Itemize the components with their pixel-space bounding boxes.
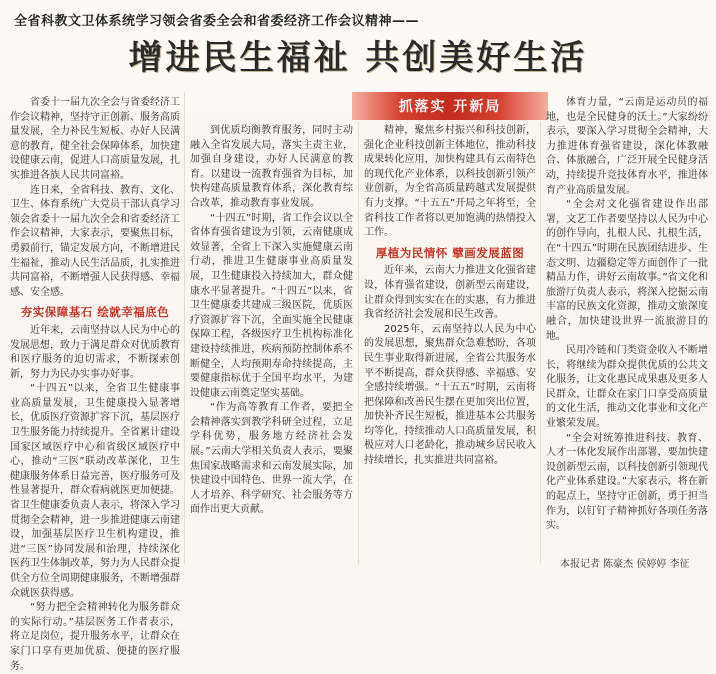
page-title: 增进民生福祉 共创美好生活 bbox=[128, 38, 588, 78]
column-2 bbox=[190, 124, 353, 570]
column-divider bbox=[540, 122, 541, 564]
paragraph: 2025年，云南坚持以人民为中心的发展思想，聚焦群众急难愁盼，各项民生事业取得新进展，全省公共服务水平不断提高，群众获得感、幸福感、安全感持续增强。“十五五”时期，云南将把保障和改善民生摆在更加突出位置，加快补齐民生短板，推进基本公共服务均等化，持续推动人口高质量发展，积极应对人口老龄化，推动城乡居民收入持续增长，扎实推进共同富裕。 bbox=[364, 323, 536, 467]
section-banner bbox=[352, 92, 548, 120]
column-1 bbox=[10, 96, 180, 672]
column-4 bbox=[546, 96, 708, 552]
paragraph: 近年来，云南大力推进文化强省建设，体育强省建设，创新型云南建设，让群众得到实实在在的实惠，有力推进我省经济社会发展和民生改善。 bbox=[364, 265, 536, 321]
paragraph: “十四五”时期，省工作会议以全省体育强省建设为引领，云南健康成效显著，全省上下深入实施健康云南行动，推进卫生健康事业高质量发展，卫生健康投入持续加大，群众健康水平显著提升。“十四五”以来，省卫生健康委共建成三级医院，优质医疗资源扩容下沉，全面实施全民健康保障工程，各级医疗卫生机构标准化建设持续推进，疾病预防控制体系不断健全，人均预期寿命持续提高，主要健康指标优于全国平均水平，为建设健康云南奠定坚实基础。 bbox=[190, 212, 353, 399]
section-subhead: 夯实保障基石 绘就幸福底色 bbox=[20, 305, 170, 320]
paragraph: 连日来，全省科技、教育、文化、卫生、体育系统广大党员干部认真学习领会省委十一届九次全会和省委经济工作会议精神，大家表示，要聚焦目标，勇毅前行，锚定发展方向，不断增进民生福祉，推动人民生活品质，扎实推进共同富裕，不断增强人民获得感、幸福感、安全感。 bbox=[10, 184, 180, 298]
paragraph: “十四五”以来，全省卫生健康事业高质量发展，卫生健康投入显著增长，优质医疗资源扩容下沉，基层医疗卫生服务能力持续提升。全省累计建设国家区域医疗中心和省级区域医疗中心，推动“三医”联动改革深化，卫生健康服务体系日益完善，医疗服务可及性显著提升，群众看病就医更加便捷。省卫生健康委负责人表示，将深入学习贯彻全会精神，进一步推进健康云南建设，加强基层医疗卫生机构建设，推进“三医”协同发展和治理，持续深化医药卫生体制改革，努力为人民群众提供全方位全周期健康服务，不断增强群众就医获得感。 bbox=[10, 383, 180, 599]
paragraph: 近年来，云南坚持以人民为中心的发展思想，致力于满足群众对优质教育和医疗服务的迫切需求，不断探索创新，努力为民办实事办好事。 bbox=[10, 324, 180, 380]
paragraph: 体育力量，“云南是运动员的福地，也是全民健身的沃土。”大家纷纷表示，要深入学习贯彻全会精神，大力推进体育强省建设，深化体教融合、体旅融合，广泛开展全民健身活动，持续提升竞技体育水平，推进体育产业高质量发展。 bbox=[546, 97, 708, 196]
paragraph: 省委十一届九次全会与省委经济工作会议精神，坚持守正创新、服务高质量发展，全力补民生短板、办好人民满意的教育，健全社会保障体系，加快建设健康云南，促进人口高质量发展，扎实推进各族人民共同富裕。 bbox=[10, 97, 180, 181]
column-3 bbox=[364, 124, 536, 570]
paragraph: “努力把全会精神转化为服务群众的实际行动。”基层医务工作者表示，将立足岗位，提升服务水平，让群众在家门口享有更加优质、便捷的医疗服务。 bbox=[10, 602, 180, 672]
paragraph: 精神，聚焦乡村振兴和科技创新，强化企业科技创新主体地位，推动科技成果转化应用，加快构建具有云南特色的现代化产业体系，以科技创新引领产业创新，为全省高质量跨越式发展提供有力支撑。“十五五”开局之年将至，全省科技工作者将以更加饱满的热情投入工作。 bbox=[364, 125, 536, 239]
paragraph: “全会对统筹推进科技、教育、人才一体化发展作出部署，要加快建设创新型云南，以科技创新引领现代化产业体系建设。”大家表示，将在新的起点上，坚持守正创新，勇于担当作为，以钉钉子精神抓好各项任务落实。 bbox=[546, 432, 708, 532]
banner-label: 抓落实 开新局 bbox=[398, 99, 502, 115]
paragraph: 到优质均衡教育服务，同时主动融入全省发展大局，落实主责主业，加强自身建设，办好人民满意的教育。以建设一流教育强省为目标，加快构建高质量教育体系，深化教育综合改革，推动教育事业发展。 bbox=[190, 125, 353, 209]
section-subhead: 厚植为民情怀 擘画发展蓝图 bbox=[375, 245, 525, 260]
kicker-line: 全省科教文卫体系统学习领会省委全会和省委经济工作会议精神—— bbox=[14, 14, 420, 29]
paragraph: “作为高等教育工作者，要把全会精神落实到教学科研全过程，立足学科优势，服务地方经济社会发展。”云南大学相关负责人表示，要聚焦国家战略需求和云南发展实际，加快建设中国特色、世界一流大学，在人才培养、科学研究、社会服务等方面作出更大贡献。 bbox=[190, 402, 353, 516]
column-divider bbox=[184, 92, 185, 564]
column-divider bbox=[358, 122, 359, 564]
byline: 本报记者 陈豪杰 侯婷婷 李征 bbox=[560, 559, 690, 570]
paragraph: “全会对文化强省建设作出部署，文艺工作者要坚持以人民为中心的创作导向，扎根人民、扎根生活，在“十四五”时期在民族团结进步、生态文明、边疆稳定等方面创作了一批精品力作，讲好云南故事。”省文化和旅游厅负责人表示，将深入挖掘云南丰富的民族文化资源，推动文旅深度融合，加快建设世界一流旅游目的地。 bbox=[546, 199, 708, 342]
paragraph: 民用冷链和门类资金收入不断增长，将继续为群众提供优质的公共文化服务，让文化惠民成果惠及更多人民群众，让群众在家门口享受高质量的文化生活，推动文化事业和文化产业繁荣发展。 bbox=[546, 345, 708, 430]
